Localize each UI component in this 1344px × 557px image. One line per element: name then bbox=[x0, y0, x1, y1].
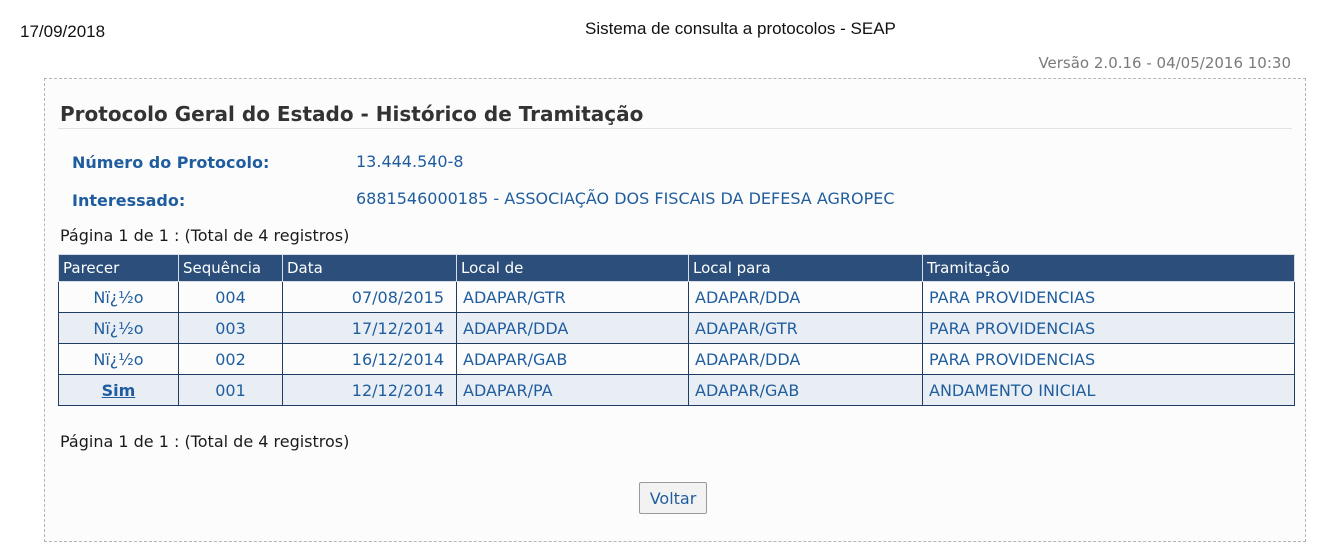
column-header-local-para[interactable]: Local para bbox=[689, 255, 923, 282]
protocol-number-label: Número do Protocolo: bbox=[72, 153, 270, 172]
page-title: Protocolo Geral do Estado - Histórico de Tramitação bbox=[60, 102, 644, 126]
cell-tramitacao: ANDAMENTO INICIAL bbox=[923, 375, 1295, 406]
table-row bbox=[59, 344, 1295, 375]
cell-data: 07/08/2015 bbox=[283, 282, 457, 313]
column-header-tramitacao[interactable]: Tramitação bbox=[923, 255, 1295, 282]
cell-local-para: ADAPAR/GAB bbox=[689, 375, 923, 406]
interested-value: 6881546000185 - ASSOCIAÇÃO DOS FISCAIS DA DEFESA AGROPEC bbox=[356, 189, 895, 208]
cell-data: 16/12/2014 bbox=[283, 344, 457, 375]
cell-local-de: ADAPAR/GAB bbox=[457, 344, 689, 375]
interested-label: Interessado: bbox=[72, 191, 186, 210]
cell-tramitacao: PARA PROVIDENCIAS bbox=[923, 313, 1295, 344]
table-row bbox=[59, 313, 1295, 344]
cell-parecer: Nï¿½o bbox=[59, 313, 179, 344]
parecer-sim-link[interactable]: Sim bbox=[101, 380, 136, 400]
table-header-row bbox=[59, 255, 1295, 282]
column-header-data[interactable]: Data bbox=[283, 255, 457, 282]
cell-local-de: ADAPAR/GTR bbox=[457, 282, 689, 313]
print-date: 17/09/2018 bbox=[20, 22, 106, 41]
cell-tramitacao: PARA PROVIDENCIAS bbox=[923, 282, 1295, 313]
cell-data: 17/12/2014 bbox=[283, 313, 457, 344]
cell-tramitacao: PARA PROVIDENCIAS bbox=[923, 344, 1295, 375]
cell-data: 12/12/2014 bbox=[283, 375, 457, 406]
cell-local-de: ADAPAR/DDA bbox=[457, 313, 689, 344]
version-label: Versão 2.0.16 - 04/05/2016 10:30 bbox=[1038, 54, 1291, 72]
paging-info-top: Página 1 de 1 : (Total de 4 registros) bbox=[60, 226, 350, 245]
cell-sequencia: 004 bbox=[179, 282, 283, 313]
table-row bbox=[59, 282, 1295, 313]
cell-local-de: ADAPAR/PA bbox=[457, 375, 689, 406]
protocol-number-value: 13.444.540-8 bbox=[356, 152, 464, 171]
cell-sequencia: 001 bbox=[179, 375, 283, 406]
cell-local-para: ADAPAR/DDA bbox=[689, 344, 923, 375]
column-header-parecer[interactable]: Parecer bbox=[59, 255, 179, 282]
cell-sequencia: 003 bbox=[179, 313, 283, 344]
cell-local-para: ADAPAR/GTR bbox=[689, 313, 923, 344]
cell-parecer: Nï¿½o bbox=[59, 344, 179, 375]
table-row bbox=[59, 375, 1295, 406]
cell-parecer bbox=[59, 375, 179, 406]
cell-parecer: Nï¿½o bbox=[59, 282, 179, 313]
history-table bbox=[58, 254, 1295, 406]
title-divider bbox=[58, 128, 1292, 129]
print-header-title: Sistema de consulta a protocolos - SEAP bbox=[585, 19, 896, 38]
paging-info-bottom: Página 1 de 1 : (Total de 4 registros) bbox=[60, 432, 350, 451]
back-button[interactable]: Voltar bbox=[639, 482, 707, 514]
column-header-sequencia[interactable]: Sequência bbox=[179, 255, 283, 282]
cell-local-para: ADAPAR/DDA bbox=[689, 282, 923, 313]
column-header-local-de[interactable]: Local de bbox=[457, 255, 689, 282]
cell-sequencia: 002 bbox=[179, 344, 283, 375]
